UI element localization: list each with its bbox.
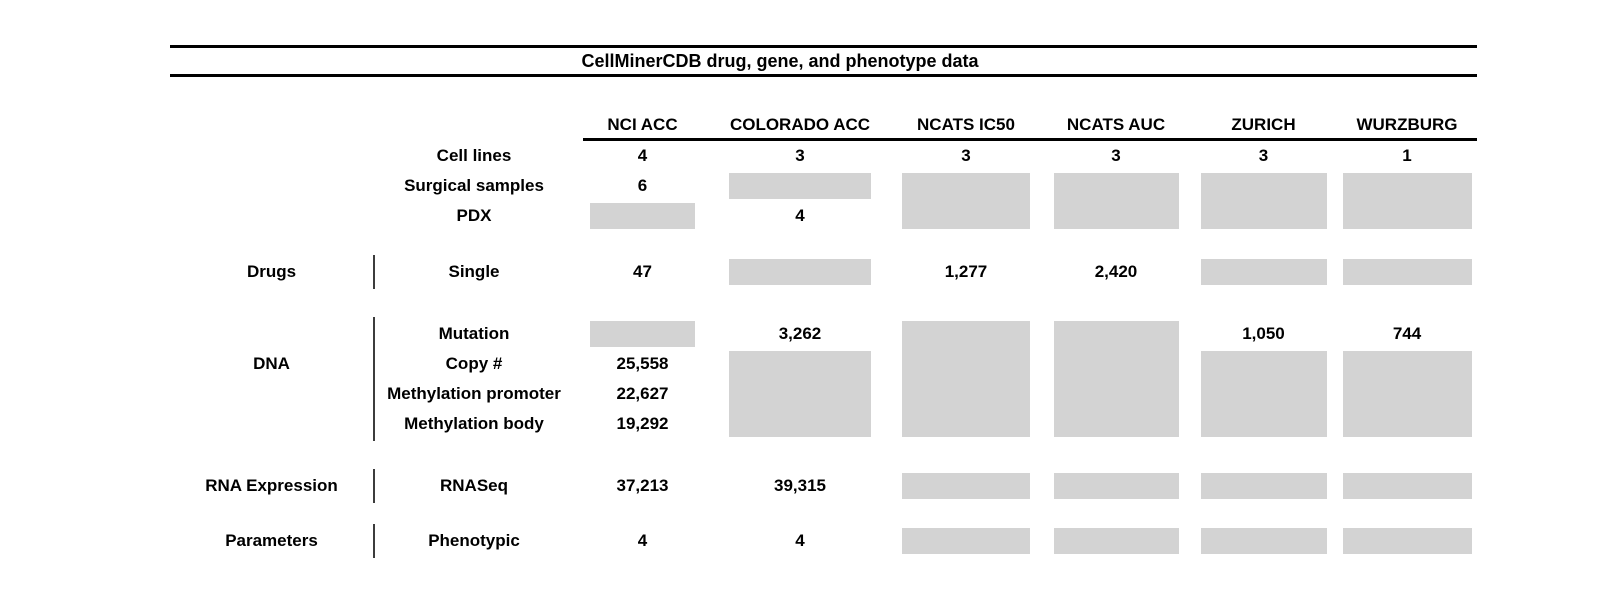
missing-data-box (1054, 528, 1179, 554)
column-header: NCATS IC50 (917, 115, 1015, 134)
value-cell: 47 (633, 262, 652, 281)
column-header: WURZBURG (1356, 115, 1458, 134)
missing-data-box (729, 173, 871, 199)
missing-data-box (1343, 528, 1472, 554)
column-header: ZURICH (1231, 115, 1296, 134)
top-rule (170, 45, 1477, 48)
missing-data-box (729, 259, 871, 285)
column-header: NCATS AUC (1066, 115, 1166, 134)
value-cell: 3,262 (778, 324, 822, 343)
missing-data-box (1343, 473, 1472, 499)
missing-data-box (902, 528, 1030, 554)
row-label: Mutation (438, 324, 510, 343)
value-cell: 25,558 (616, 354, 669, 373)
row-label: Phenotypic (428, 531, 520, 550)
missing-data-box (1201, 351, 1327, 437)
figure-title: CellMinerCDB drug, gene, and phenotype data (581, 51, 979, 71)
value-cell: 37,213 (616, 476, 669, 495)
group-label: RNA Expression (205, 476, 338, 495)
value-cell: 4 (637, 531, 648, 550)
missing-data-box (729, 351, 871, 437)
value-cell: 3 (795, 146, 805, 165)
missing-data-box (1343, 351, 1472, 437)
value-cell: 1,050 (1242, 324, 1285, 343)
value-cell: 744 (1392, 324, 1422, 343)
row-label: Methylation promoter (387, 384, 561, 403)
column-header: COLORADO ACC (729, 115, 871, 134)
row-label: Methylation body (404, 414, 544, 433)
value-cell: 22,627 (616, 384, 669, 403)
missing-data-box (902, 321, 1030, 437)
value-cell: 19,292 (616, 414, 669, 433)
row-label: Cell lines (436, 146, 512, 165)
value-cell: 1 (1402, 146, 1412, 165)
row-label: Copy # (445, 354, 503, 373)
missing-data-box (1201, 473, 1327, 499)
missing-data-box (1343, 259, 1472, 285)
value-cell: 3 (1258, 146, 1269, 165)
data-table (170, 101, 1477, 556)
title-bottom-rule (170, 74, 1477, 77)
group-label: Drugs (246, 262, 297, 281)
missing-data-box (590, 321, 695, 347)
missing-data-box (1054, 473, 1179, 499)
group-label: DNA (253, 354, 290, 373)
value-cell: 4 (795, 531, 805, 550)
missing-data-box (1201, 173, 1327, 229)
missing-data-box (1343, 173, 1472, 229)
missing-data-box (1054, 173, 1179, 229)
row-label: Surgical samples (404, 176, 544, 195)
value-cell: 1,277 (944, 262, 988, 281)
value-cell: 2,420 (1094, 262, 1138, 281)
value-cell: 3 (961, 146, 971, 165)
column-header: NCI ACC (607, 115, 678, 134)
row-label: PDX (456, 206, 492, 225)
missing-data-box (902, 173, 1030, 229)
group-label: Parameters (225, 531, 318, 550)
missing-data-box (902, 473, 1030, 499)
value-cell: 4 (637, 146, 648, 165)
row-label: Single (448, 262, 500, 281)
missing-data-box (590, 203, 695, 229)
value-cell: 4 (795, 206, 805, 225)
missing-data-box (1054, 321, 1179, 437)
missing-data-box (1201, 528, 1327, 554)
value-cell: 39,315 (774, 476, 826, 495)
value-cell: 6 (637, 176, 648, 195)
missing-data-box (1201, 259, 1327, 285)
row-label: RNASeq (439, 476, 508, 495)
value-cell: 3 (1111, 146, 1121, 165)
